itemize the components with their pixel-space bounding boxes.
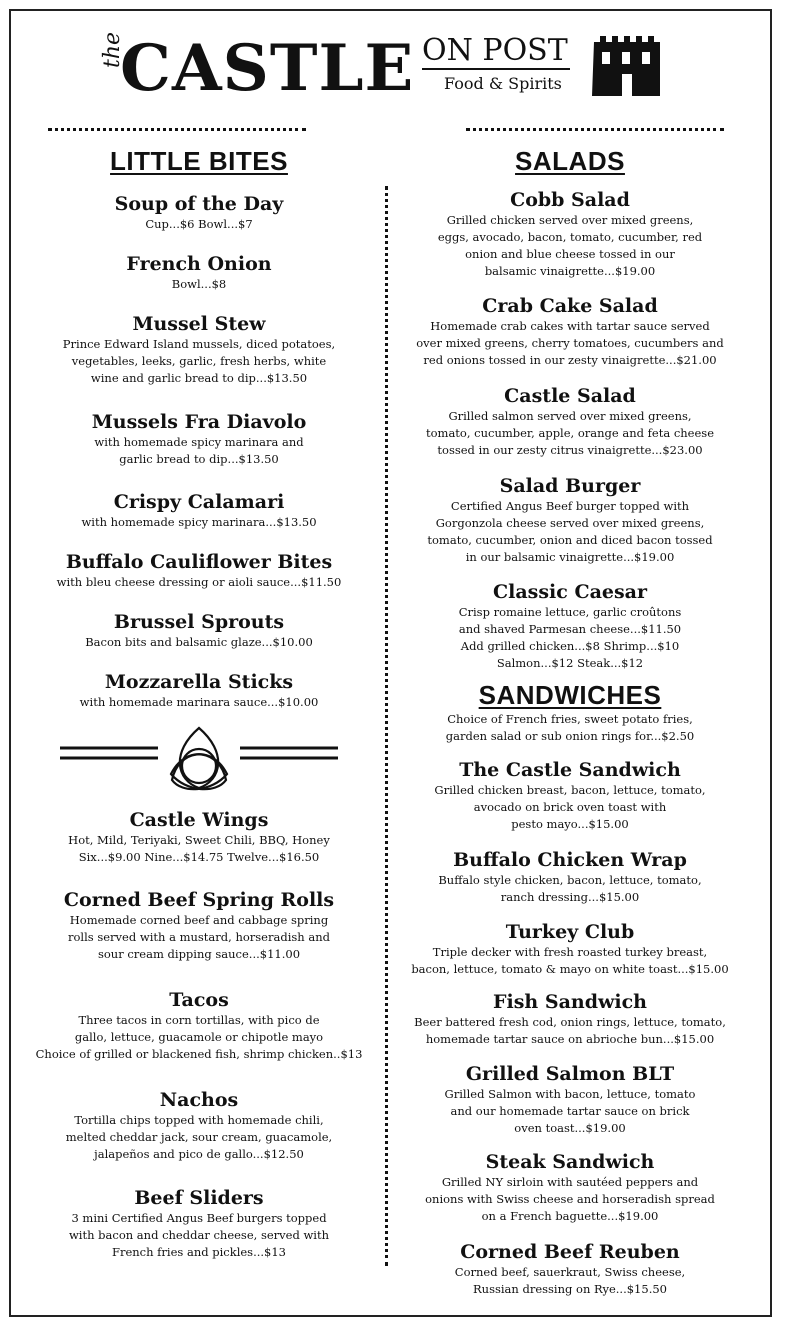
item-desc: Buffalo style chicken, bacon, lettuce, tomato, (438, 873, 702, 887)
item-name: Castle Salad (504, 385, 636, 407)
menu-item (392, 920, 748, 978)
item-name: Corned Beef Reuben (460, 1241, 680, 1263)
item-name: Mussels Fra Diavolo (91, 411, 307, 433)
item-desc: bacon, lettuce, tomato & mayo on white toast...$15.00 (411, 962, 729, 976)
item-name: French Onion (126, 253, 272, 275)
menu-item (392, 848, 748, 906)
menu-item (22, 1088, 376, 1163)
item-desc: wine and garlic bread to dip...$13.50 (90, 371, 308, 385)
menu-item (22, 490, 376, 531)
menu-item (392, 1062, 748, 1137)
item-name: The Castle Sandwich (459, 759, 681, 781)
item-name: Tacos (169, 989, 229, 1011)
item-desc: red onions tossed in our zesty vinaigrette...$21.00 (423, 353, 717, 367)
item-desc: in our balsamic vinaigrette...$19.00 (465, 550, 675, 564)
item-desc: melted cheddar jack, sour cream, guacamole, (65, 1130, 333, 1144)
menu-item (22, 312, 376, 387)
item-desc: Crisp romaine lettuce, garlic croûtons (458, 605, 682, 619)
logo-on-post: ON POST (422, 33, 568, 68)
logo-tagline: Food & Spirits (444, 74, 562, 93)
item-desc: tomato, cucumber, onion and diced bacon tossed (427, 533, 713, 547)
item-name: Cobb Salad (510, 189, 630, 211)
divider-dots-right (466, 128, 724, 131)
menu-item (22, 550, 376, 591)
item-desc: balsamic vinaigrette...$19.00 (484, 264, 656, 278)
section-title: SANDWICHES (478, 680, 662, 710)
item-desc: with bacon and cheddar cheese, served with (68, 1228, 330, 1242)
section-note: Choice of French fries, sweet potato fries, (447, 712, 693, 726)
item-desc: French fries and pickles...$13 (111, 1245, 287, 1259)
item-name: Brussel Sprouts (113, 611, 285, 633)
menu-item (22, 888, 376, 963)
menu-item (392, 758, 748, 833)
section-title: LITTLE BITES (110, 146, 288, 176)
item-desc: Choice of grilled or blackened fish, shrimp chicken..$13 (35, 1047, 363, 1061)
item-desc: Certified Angus Beef burger topped with (450, 499, 690, 513)
item-name: Classic Caesar (493, 581, 647, 603)
item-desc: with homemade marinara sauce...$10.00 (79, 695, 319, 709)
item-name: Grilled Salmon BLT (465, 1063, 675, 1085)
section-note: garden salad or sub onion rings for...$2.50 (445, 729, 695, 743)
item-desc: Grilled Salmon with bacon, lettuce, tomato (444, 1087, 696, 1101)
item-desc: Beer battered fresh cod, onion rings, lettuce, tomato, (414, 1015, 726, 1029)
item-desc: Cup...$6 Bowl...$7 (145, 217, 253, 231)
menu-item (22, 808, 376, 866)
menu-item (392, 294, 748, 369)
item-desc: on a French baguette...$19.00 (481, 1209, 659, 1223)
menu-item (22, 610, 376, 651)
menu-item (22, 988, 376, 1063)
item-desc: Grilled salmon served over mixed greens, (448, 409, 692, 423)
item-desc: Tortilla chips topped with homemade chili, (74, 1113, 324, 1127)
divider-dots-vertical (385, 186, 388, 1266)
menu-item (22, 670, 376, 711)
menu-item (392, 580, 748, 672)
item-desc: Prince Edward Island mussels, diced potatoes, (62, 337, 336, 351)
item-desc: with homemade spicy marinara...$13.50 (81, 515, 317, 529)
item-desc: vegetables, leeks, garlic, fresh herbs, white (71, 354, 327, 368)
item-desc: with homemade spicy marinara and (94, 435, 304, 449)
item-desc: Homemade corned beef and cabbage spring (69, 913, 329, 927)
menu-item (392, 384, 748, 459)
menu-item (392, 990, 748, 1048)
section-title: SALADS (515, 146, 625, 176)
menu-item (22, 252, 376, 293)
item-desc: tomato, cucumber, apple, orange and feta cheese (426, 426, 714, 440)
item-desc: pesto mayo...$15.00 (511, 817, 629, 831)
item-name: Salad Burger (499, 475, 641, 497)
item-name: Mozzarella Sticks (104, 671, 294, 693)
item-desc: tossed in our zesty citrus vinaigrette...$23.00 (437, 443, 703, 457)
item-desc: Grilled chicken served over mixed greens, (446, 213, 694, 227)
item-desc: Triple decker with fresh roasted turkey breast, (432, 945, 708, 959)
castle-tower-icon (592, 34, 662, 96)
little-bites-column (22, 146, 376, 1296)
menu-item (392, 188, 748, 280)
celtic-knot-icon (22, 722, 376, 796)
item-name: Soup of the Day (114, 193, 284, 215)
item-desc: Bowl...$8 (171, 277, 227, 291)
item-desc: jalapeños and pico de gallo...$12.50 (94, 1147, 304, 1161)
menu-item (22, 1186, 376, 1261)
item-desc: oven toast...$19.00 (514, 1121, 626, 1135)
menu-item (22, 192, 376, 233)
item-name: Turkey Club (505, 921, 635, 943)
item-desc: garlic bread to dip...$13.50 (119, 452, 279, 466)
menu-item (392, 1150, 748, 1225)
item-name: Crispy Calamari (113, 491, 285, 513)
item-desc: Corned beef, sauerkraut, Swiss cheese, (454, 1265, 686, 1279)
item-desc: onion and blue cheese tossed in our (465, 247, 675, 261)
sandwiches-header (392, 680, 748, 745)
menu-item (22, 410, 376, 468)
item-desc: Grilled chicken breast, bacon, lettuce, tomato, (434, 783, 706, 797)
item-name: Fish Sandwich (493, 991, 647, 1013)
item-desc: Hot, Mild, Teriyaki, Sweet Chili, BBQ, Honey (68, 833, 330, 847)
item-desc: onions with Swiss cheese and horseradish spread (425, 1192, 715, 1206)
item-desc: Bacon bits and balsamic glaze...$10.00 (85, 635, 313, 649)
item-name: Buffalo Cauliflower Bites (65, 551, 333, 573)
item-desc: sour cream dipping sauce...$11.00 (97, 947, 301, 961)
item-desc: Homemade crab cakes with tartar sauce served (430, 319, 710, 333)
item-name: Crab Cake Salad (482, 295, 658, 317)
logo-the: the (100, 31, 125, 68)
item-desc: homemade tartar sauce on abrioche bun...$15.00 (425, 1032, 715, 1046)
item-desc: Salmon...$12 Steak...$12 (496, 656, 644, 670)
item-name: Corned Beef Spring Rolls (63, 889, 335, 911)
item-name: Steak Sandwich (485, 1151, 655, 1173)
item-name: Nachos (159, 1089, 239, 1111)
item-name: Mussel Stew (132, 313, 266, 335)
item-desc: Three tacos in corn tortillas, with pico de (78, 1013, 320, 1027)
item-name: Buffalo Chicken Wrap (453, 849, 687, 871)
menu-item (392, 1240, 748, 1298)
item-desc: and our homemade tartar sauce on brick (450, 1104, 690, 1118)
item-desc: 3 mini Certified Angus Beef burgers topped (71, 1211, 327, 1225)
item-desc: with bleu cheese dressing or aioli sauce...$11.50 (56, 575, 342, 589)
item-desc: over mixed greens, cherry tomatoes, cucumbers and (416, 336, 724, 350)
item-desc: avocado on brick oven toast with (473, 800, 667, 814)
item-name: Castle Wings (129, 809, 269, 831)
item-desc: ranch dressing...$15.00 (500, 890, 640, 904)
item-desc: Grilled NY sirloin with sautéed peppers and (441, 1175, 699, 1189)
menu-item (392, 474, 748, 566)
divider-dots-left (48, 128, 306, 131)
item-desc: Russian dressing on Rye...$15.50 (473, 1282, 667, 1296)
item-desc: Six...$9.00 Nine...$14.75 Twelve...$16.50 (78, 850, 320, 864)
item-desc: Add grilled chicken...$8 Shrimp...$10 (460, 639, 680, 653)
logo-castle: CASTLE (120, 31, 415, 106)
item-desc: rolls served with a mustard, horseradish and (68, 930, 330, 944)
item-desc: and shaved Parmesan cheese...$11.50 (458, 622, 682, 636)
item-name: Beef Sliders (134, 1187, 264, 1209)
header (0, 28, 785, 118)
item-desc: Gorgonzola cheese served over mixed greens, (435, 516, 705, 530)
item-desc: gallo, lettuce, guacamole or chipotle mayo (74, 1030, 324, 1044)
item-desc: eggs, avocado, bacon, tomato, cucumber, red (437, 230, 703, 244)
salads-sandwiches-column (392, 146, 748, 1306)
